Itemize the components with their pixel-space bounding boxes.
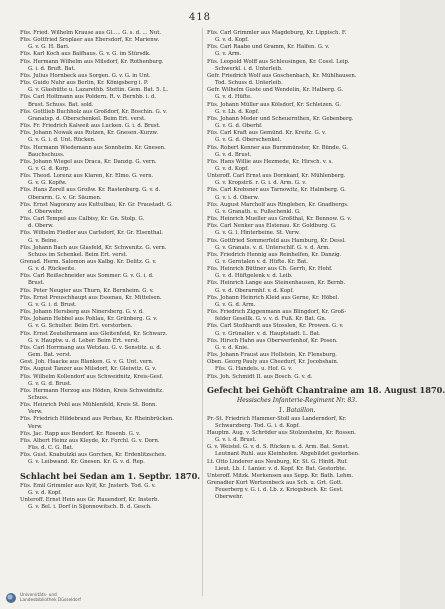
casualty-entry-line: G. v. Hauptw. u. d. Leber. Beim Ert. verst. [28, 337, 140, 344]
casualty-entry-line: G. v. d. Hüfte. [215, 94, 252, 101]
casualty-entry-line: Füs. August Marcholf aus Ringleben, Kr. Gnadbergs. [207, 201, 349, 208]
casualty-entry-line: Füs. Julius Hornbeck aus Sorgen. G. v. G. in Unt. [20, 72, 151, 79]
library-credit-line-1: Universitäts- und [20, 593, 57, 598]
casualty-entry-line: Füs. Hermann Wiedemann aus Sonnheim. Kr. Gnesen. [20, 144, 166, 151]
casualty-entry-line: Füs. Gottfried Sommerfeld aus Hamburg, Kr. Dessl. [207, 237, 346, 244]
casualty-entry-line: Füs. Friedrich Hildebrand aus Perbau, Kr. Rheinbrücken. [20, 416, 174, 423]
casualty-entry-line: G. v. G. d. Brust. [28, 380, 72, 387]
casualty-entry-line: Füs. Friedrich Hennig aus Reinhelfen, Kr. Danzig. [207, 251, 342, 258]
section-heading: Gefecht bei Gehöft Chantraine am 18. August 1870. [207, 384, 445, 395]
casualty-entry-line: Oben. Georg Pauly aus Cheedurf, Kr. Jocobshain. [207, 359, 339, 366]
casualty-entry-line: Füs. Carl Horrmang aus Wetzlau. G. v. Senstitz. u. d. [20, 344, 162, 351]
casualty-entry-line: G. v. G. d. Arm. [215, 301, 256, 308]
casualty-entry-line: Schwerkl. i. d. Unterleib. [215, 65, 283, 72]
casualty-entry-line: G. v. Granats. v. d. Unterschlf. G. v. d. Arm. [215, 244, 330, 251]
casualty-entry-line: Füs. Hermann Wilhelm aus Milsdorf, Kr. Rothenburg. [20, 58, 164, 65]
casualty-entry-line: G. v. Weistel. G. v. d. S. Rücken u. d. Arm. Bat. Sonst. [207, 444, 350, 451]
casualty-entry-line: Pr.-St. Friedrich Hammer-Stoll aus Landerndorf, Kr. [207, 415, 347, 422]
casualty-entry-line: Lieut. Lb. I. Lanier. v. d. Kopf. Kr. Bat. Gestorbte. [215, 465, 347, 472]
casualty-entry-line: Tod. Schuss d. Unterleib. [215, 80, 283, 87]
casualty-entry-line: Füs. Carl Grimmler aus Magdeburg, Kr. Lippisch. F. [207, 30, 347, 36]
casualty-entry-line: Gefr. Friedrich Wolf aus Goschenbach, Kr. Mühlhausen. [207, 72, 357, 79]
casualty-entry-line: Gem. Bat. verst. [28, 352, 72, 359]
casualty-entry-line: Schuss im Schenkel. Beim Ert. verst. [28, 251, 128, 258]
casualty-entry-line: G. v. G. d. Korp. [28, 165, 70, 172]
casualty-entry-line: G. v. Grünaller. v. d. Hauptstadt. L. Bat. [215, 330, 321, 337]
right-column [207, 30, 445, 595]
casualty-entry-line: Füs. Johann Hersberg aus Ninersberg. G. v. d. [20, 309, 144, 316]
casualty-entry-line: G. v. Gerntalen v. d. Hüfte. Kr. Bat. [215, 259, 308, 265]
casualty-entry-line: G. v. d. Rückseite. [28, 266, 76, 273]
casualty-entry-line: d. Oberw. [28, 223, 54, 230]
casualty-entry-line: Füs. Peter Neugier aus Thurn, Kr. Bernheim. G. v. [20, 287, 154, 294]
casualty-entry-line: G. v. G. i. d. Brust. [28, 301, 77, 308]
casualty-entry-line: Füs. Gottlieb Buchholz aus Großdorf, Kr. Boschin. G. v. [20, 108, 167, 115]
casualty-entry-line: Füs. Carl Holtmann aus Poldern. R. v. Bernhb. i. d. [20, 94, 157, 101]
casualty-entry-line: G. v. d. Kopf. [28, 489, 62, 496]
casualty-entry-line: G. v. Kropstrß. r. G. i. d. Arm. G. v. [215, 180, 307, 187]
casualty-entry-line: Unteroff. Mitzk. Merkensen aus Sepp. Kr. Bath. Lehm. [207, 472, 354, 479]
library-credit [20, 593, 81, 603]
casualty-entry-line: Füs. Fried. Wilhelm Krause aus Gl..... G. s. d. ... Nut. [20, 30, 162, 36]
casualty-entry-line: G. v. Glashütte u. Lazarethb. Stettin. Gem. Bat. 5. L. [28, 87, 169, 94]
casualty-entry-line: Füs. Heinrich Mueller aus Großthal, Kr. Bennow. G. v. [207, 216, 352, 223]
casualty-entry-line: Füs. Wilhelm Fiedler aus Carlsdorf, Kr. Gr. Elsenthal. [20, 230, 163, 237]
casualty-entry-line: G. v. G. Schulter. Beim Ert. verstorben. [28, 323, 133, 330]
casualty-entry-line: G. v. G. l. Hinterbeine. St. Verw. [215, 230, 300, 237]
casualty-entry-line: G. v. i. d. Oberw. [215, 194, 259, 201]
casualty-entry-line: Füs. Ernst Preuschhaupt aus Essenau, Kr. Mittelsen. [20, 294, 162, 301]
casualty-entry-line: Füs. Johann Müller aus Kölsdorf, Kr. Schleizen. G. [207, 101, 342, 108]
casualty-entry-line: Schwarzberg. Tod. G. i. d. Kopf. [215, 422, 300, 429]
casualty-entry-line: G. v. G. d. Oberschenkel. [215, 137, 282, 144]
section-subheading: 1. Bataillon. [278, 406, 316, 414]
casualty-entry-line: Füs. Karl Koch aus Balfhaus. G. v. G. im Stürsdk. [20, 51, 151, 58]
casualty-entry-line: Füs. Heinrich Lange aus Steinenhausen, Kr. Bernb. [207, 280, 346, 287]
casualty-entry-line: Brust. [28, 280, 45, 287]
casualty-entry-line: Füs. Joh. Schmidt II. aus Bosch. G. v. d. [207, 373, 313, 380]
casualty-entry-line: Füs. Johann Hebbel aus Pohlau, Kr. Grünberg. G. v. [20, 316, 158, 323]
casualty-entry-line: Füs. Johann Heinrich Kleid aus Gerne, Kr. Höbel. [207, 294, 340, 301]
casualty-entry-line: Füs. Carl Krebsner aus Tarnowitz, Kr. Halmberg. G. [207, 187, 346, 194]
casualty-entry-line: felder Gesellk. G. v. v. d. Fuß. Kr. Bat. Gn. [215, 316, 327, 323]
casualty-entry-line: Füs. Heinrich Büttner aus Ch. Gerrh, Kr. Hohf. [207, 266, 333, 273]
casualty-entry-line: Füs. Heinrich Pohl aus Mühlenfeld, Kreis St. Bonn. [20, 402, 158, 409]
casualty-entry-line: Füs. Hans Zorell aus Großw. Kr. Rastenburg. G. v. d. [20, 187, 161, 194]
casualty-entry-line: G. v. Arm. [215, 51, 242, 58]
casualty-entry-line: Füs. Carl Tempel aus Calbisy, Kr. Gn. Stolp. G. [20, 216, 145, 223]
casualty-entry-line: G. v. Beine. [28, 237, 59, 244]
casualty-entry-line: G. v. Granath. u. Fußschenkl. G. [215, 208, 301, 215]
casualty-entry-line: Füs. Jac. Rapp aus Bendorf. Kr. Rosenb. G. v. [20, 430, 141, 437]
digitization-logo-icon [6, 593, 16, 603]
casualty-entry-line: Füs. Albert Heinz aus Kleyde, Kr. Forchl. G. v. Dorn. [20, 437, 160, 444]
casualty-entry-line: Füs. Johann Meder und Scheuernthen, Kr. Gebenberg. [207, 115, 354, 122]
casualty-entry-line: Oberwehr. [215, 494, 244, 501]
casualty-entry-line: Füs. d. C. G. Bat. [28, 445, 74, 452]
casualty-entry-line: G. v. d. Oberarmhf. v. d. Kopf. [215, 287, 294, 294]
casualty-entry-line: Füs. Gust. Knabutzki aus Gorchen, Kr. Erdenlitzschen. [20, 452, 167, 459]
casualty-entry-line: G. v. d. Knie. [215, 344, 249, 351]
casualty-entry-line: Füs. Carl Raabe und Gramm, Kr. Halfen. G. v. [207, 44, 330, 51]
casualty-entry-line: Granatsp. d. Oberschenkel. Beim Ert. verst. [28, 115, 146, 122]
casualty-entry-line: Verw. [28, 409, 43, 416]
casualty-entry-line: Füs. Carl Nenker aus Elstenau. Kr. Goldburg. G. [207, 223, 337, 230]
casualty-entry-line: Füs. Fr. Friedrich Kalweit aus Lucken. G. i. d. Brust. [20, 123, 161, 130]
casualty-entry-line: Füs. Johann Wiegel aus Draca, Kr. Danzig. G. vern. [20, 158, 157, 165]
casualty-entry-line: G. i. d. Bruft. Bat. [28, 65, 76, 72]
casualty-entry-line: Leutnant Ruhl. aus Kleinhofen. Abgebildet gestorben. [215, 451, 360, 458]
library-footer [6, 593, 81, 603]
casualty-entry-line: Füs. Ernst Zeutelhrmann aus Gleitenfeld, Kr. Schwarz. [20, 330, 168, 337]
casualty-entry-line: G. v. Lb. d. Kopf. [215, 108, 260, 115]
casualty-entry-line: Füs. Carl Kraft aus Gemünd. Kr. Kreitz. G. v. [207, 130, 326, 137]
casualty-entry-line: G. v. G. Kopfw. [28, 180, 67, 187]
casualty-entry-line: Feuerberg v. G. i. d. Lb. z. Kriegsbuch. Kr. Gest. [215, 487, 344, 494]
column-divider [202, 28, 203, 596]
casualty-entry-line: G. v. i. d. Brust. [215, 437, 257, 444]
casualty-entry-line: Füs. Emil Grimmler aus Kylf, Kr. Jnsterb. Tod. G. v. [20, 482, 156, 489]
casualty-entry-line: Gefr. Wilhelm Guste und Wendelin, Kr. Halberg. G. [207, 87, 344, 94]
casualty-entry-line: G. v. d. Brust. [215, 151, 252, 158]
casualty-entry-line: Füs. Wilhelm Kollendorf aus Schweidnitz, Kreis-Gesf. [20, 373, 164, 380]
casualty-entry-line: Grenad. Herm. Salomon aus Kalbg. Kr. Delitz. G. v. [20, 259, 157, 265]
casualty-entry-line: Verw. [28, 423, 43, 430]
casualty-entry-line: G. v. G. d. Oberhf. [215, 123, 263, 130]
casualty-entry-line: Füs. Ernst Nagorany aus Kuttulbau, Kr. Gr. Fraustadt. G. [20, 201, 173, 208]
casualty-entry-line: Füs. Guido Nuhr aus Berlin, Kr. Königsberg i. P. [20, 80, 149, 87]
casualty-entry-line: Oberarm. G. v. Gr. Säumen. [28, 194, 102, 201]
section-heading: Schlacht bei Sedan am 1. Septbr. 1870. [20, 470, 201, 481]
library-credit-line-2: Landesbibliothek Düsseldorf [20, 598, 81, 603]
casualty-entry-line: Füs. Gottfried Sroplaer aus Ebersdorf, Kr. Marienw. [20, 37, 160, 44]
casualty-entry-line: Füs. Carl Reißschneider aus Sommer. G. v. G. i. d. [20, 273, 154, 280]
casualty-entry-line: Füs. Leopold Wolff aus Schleusingen, Kr. Cossl. Leip. [207, 58, 350, 65]
casualty-entry-line: Füs. G. Handels. u. Hof. G. v. [215, 366, 293, 373]
casualty-entry-line: G. v. d. Hüftgelenk v. d. Leib. [215, 273, 293, 280]
casualty-entry-line: Füs. Johann Fraust aus Hollstein, Kr. Flensburg. [207, 352, 337, 359]
casualty-entry-line: G. v. d. Kopf. [215, 37, 249, 44]
casualty-entry-line: G. v. Leibwand. Kr. Gnesen. Kr. G. v. d. Rep. [28, 459, 145, 466]
casualty-entry-line: Schuss. [28, 394, 49, 401]
casualty-entry-line: Füs. August Tanzer aus Milsdorf, Kr. Gleiwitz. G. v. [20, 366, 157, 373]
casualty-entry-line: G. v. G. H. Bari. [28, 44, 70, 51]
casualty-entry-line: Brust. Schuss. Bat. sold. [28, 101, 94, 108]
casualty-entry-line: Hauptm. Aug. v. Schröder aus Stolzenheim, Kr. Rossen. [207, 429, 356, 436]
casualty-entry-line: Füs. Robert Kenner aus Burmmünster, Kr. Bünde. G. [207, 144, 348, 151]
casualty-entry-line: G. v. G. i. d. Unt. Rücken. [28, 137, 96, 144]
casualty-entry-line: Füs. Hirsch Hahn aus Oberwerfenhof, Kr. Posen. [207, 337, 338, 344]
casualty-entry-line: Füs. Friedrich Ziggenmann aus Blingdorf, Kr. Groß- [207, 309, 347, 316]
casualty-entry-line: Grenadier Kurt Wertzenbeck aus Sch. u. Grt. Gott. [207, 480, 343, 487]
casualty-entry-line: Füs. Theod. Lorenz aus Klaren, Kr. Elmo. G. vern. [20, 173, 154, 180]
casualty-entry-line: Lt. Otto Linderer aus Neuburg, Kr. St. G. Hinfd. Ruf. [207, 458, 348, 465]
casualty-entry-line: d. Oberwehr. [28, 208, 63, 215]
casualty-entry-line: Füs. Hermann Herzog aus Höden, Kreis Schweidnitz. [20, 387, 164, 394]
casualty-entry-line: Gest. Joh. Haacke aus Blanken. G. v. G. Unt. vern. [20, 359, 154, 366]
casualty-entry-line: Füs. Johann Nowak aus Rutzen, Kr. Gnesen.-Kurzw. [20, 130, 159, 137]
casualty-entry-line: Füs. Carl Stoßhardt aus Stosslen, Kr. Prowen. G. v. [207, 323, 344, 330]
casualty-entry-line: G. v. d. Kopf. [215, 165, 249, 172]
casualty-entry-line: G. v. Bel. i. Dorf in Sijonnowitsch. B. d. Gesch. [28, 504, 152, 510]
casualty-entry-line: Füs. Hans Willie aus Hezmede, Kr. Hirsch. v. s. [207, 158, 333, 165]
section-subheading: Hessisches Infanterie-Regiment Nr. 83. [237, 396, 357, 404]
casualty-entry-line: Bauchschuss. [28, 151, 65, 158]
page-number: 418 [188, 12, 212, 23]
left-column [20, 30, 200, 595]
casualty-entry-line: Unteroff. Carl Ernst aus Dornkanf, Kr. Mühlenberg. [207, 173, 346, 180]
casualty-entry-line: Füs. Johann Bach aus Glasfeld, Kr. Schwenitz. G. vern. [20, 244, 167, 251]
casualty-entry-line: Unteroff. Ernst Hein aus Gr. Rauendorf, Kr. Insterb. [20, 496, 160, 503]
